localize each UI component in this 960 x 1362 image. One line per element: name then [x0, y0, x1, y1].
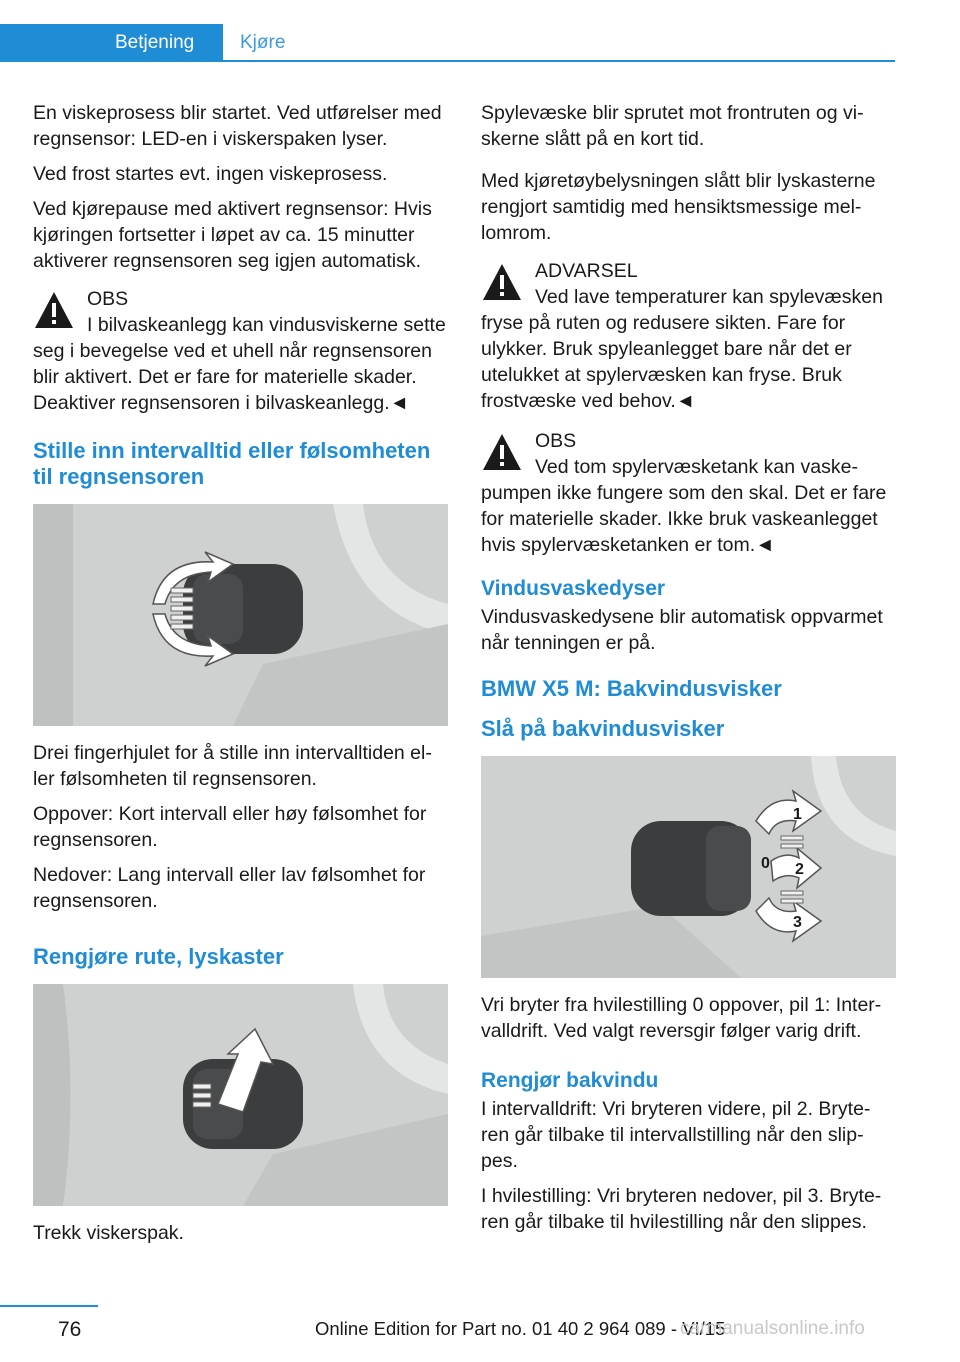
right-column: [481, 100, 896, 1244]
caution-title: OBS: [535, 430, 577, 452]
section-heading-nozzles: Vindusvaskedyser: [481, 577, 666, 600]
page-number: 76: [58, 1318, 82, 1341]
paragraph: Ved kjørepause med aktivert regnsensor: Hvis kjøringen fortsetter i løpet av ca. 15 minutter aktiverer regnsensoren seg igjen automatisk.: [33, 198, 432, 272]
warning-notice: [481, 258, 896, 414]
paragraph: Spylevæske blir sprutet mot frontruten og vi‐skerne slått på en kort tid.: [481, 102, 864, 150]
paragraph: I intervalldrift: Vri bryteren videre, pil 2. Bryte‐ren går tilbake til intervallstilling når den slip‐pes.: [481, 1098, 871, 1172]
section-heading-clean: Rengjøre rute, lyskaster: [33, 944, 284, 969]
paragraph: En viskeprosess blir startet. Ved utførelser med regnsensor: LED-en i viskerspaken lyser.: [33, 102, 442, 150]
paragraph: Oppover: Kort intervall eller høy følsomhet for regnsensoren.: [33, 803, 427, 851]
paragraph: Vri bryter fra hvilestilling 0 oppover, pil 1: Inter‐valldrift. Ved valgt reversgir følger varig drift.: [481, 994, 882, 1042]
caution-text: I bilvaskeanlegg kan vindusviskerne sette seg i bevegelse ved et uhell når regnsensoren blir aktivert. Det er fare for materielle skader. Deaktiver regnsensoren i bilvaskeanlegg.◄: [33, 314, 446, 414]
warning-triangle-icon: [33, 290, 75, 330]
paragraph: Vindusvaskedysene blir automatisk oppvarmet når tenningen er på.: [481, 606, 883, 654]
tab-betjening[interactable]: [0, 24, 223, 62]
tab-betjening-label: Betjening: [115, 32, 195, 53]
paragraph: I hvilestilling: Vri bryteren nedover, pil 3. Bryte‐ren går tilbake til hvilestilling når den slippes.: [481, 1185, 882, 1233]
section-heading-rear: BMW X5 M: Bakvindusvisker: [481, 676, 782, 701]
warning-triangle-icon: [481, 432, 523, 472]
tab-kjore[interactable]: Kjøre: [240, 32, 286, 53]
caution-text: Ved tom spylervæsketank kan vaske‐pumpen ikke fungere som den skal. Det er fare for materielle skader. Ikke bruk vaskeanlegget hvis spylervæsketanken er tom.◄: [481, 456, 887, 556]
left-column: [33, 100, 448, 1255]
warning-title: ADVARSEL: [535, 260, 638, 282]
section-heading-rear-on: Slå på bakvindusvisker: [481, 716, 725, 741]
caution-title: OBS: [87, 288, 129, 310]
wiper-pull-illustration: [33, 984, 448, 1206]
tab-bar: [0, 24, 895, 62]
wiper-thumbwheel-illustration: [33, 504, 448, 726]
section-heading-interval: Stille inn intervalltid eller følsomheten til regnsensoren: [33, 438, 431, 489]
arrow-3-label: 3: [793, 914, 802, 931]
paragraph: Med kjøretøybelysningen slått blir lyskasterne rengjort samtidig med hensiktsmessige mel‐lomrom.: [481, 170, 876, 244]
warning-triangle-icon: [481, 262, 523, 302]
footer-rule: [0, 1305, 98, 1307]
tab-underline: [0, 60, 895, 62]
paragraph: Trekk viskerspak.: [33, 1222, 184, 1244]
paragraph: Nedover: Lang intervall eller lav følsomhet for regnsensoren.: [33, 864, 426, 912]
caution-notice: [481, 428, 896, 558]
edition-note: Online Edition for Part no. 01 40 2 964 089 - VI/15: [315, 1318, 726, 1339]
watermark: carmanualsonline.info: [680, 1318, 865, 1339]
rear-wiper-switch-illustration: [481, 756, 896, 978]
arrow-1-label: 1: [793, 806, 802, 823]
section-heading-rear-clean: Rengjør bakvindu: [481, 1069, 659, 1092]
paragraph: Drei fingerhjulet for å stille inn intervalltiden el‐ler følsomheten til regnsensoren.: [33, 742, 432, 790]
caution-notice: [33, 286, 448, 416]
paragraph: Ved frost startes evt. ingen viskeprosess.: [33, 163, 388, 185]
switch-position-0-label: 0: [761, 855, 770, 872]
warning-text: Ved lave temperaturer kan spylevæsken fryse på ruten og redusere sikten. Fare for ulykker. Bruk spyleanlegget bare når det er utelukket at spylervæsken kan fryse. Bruk frostvæske ved behov.◄: [481, 286, 883, 412]
arrow-2-label: 2: [795, 861, 804, 878]
